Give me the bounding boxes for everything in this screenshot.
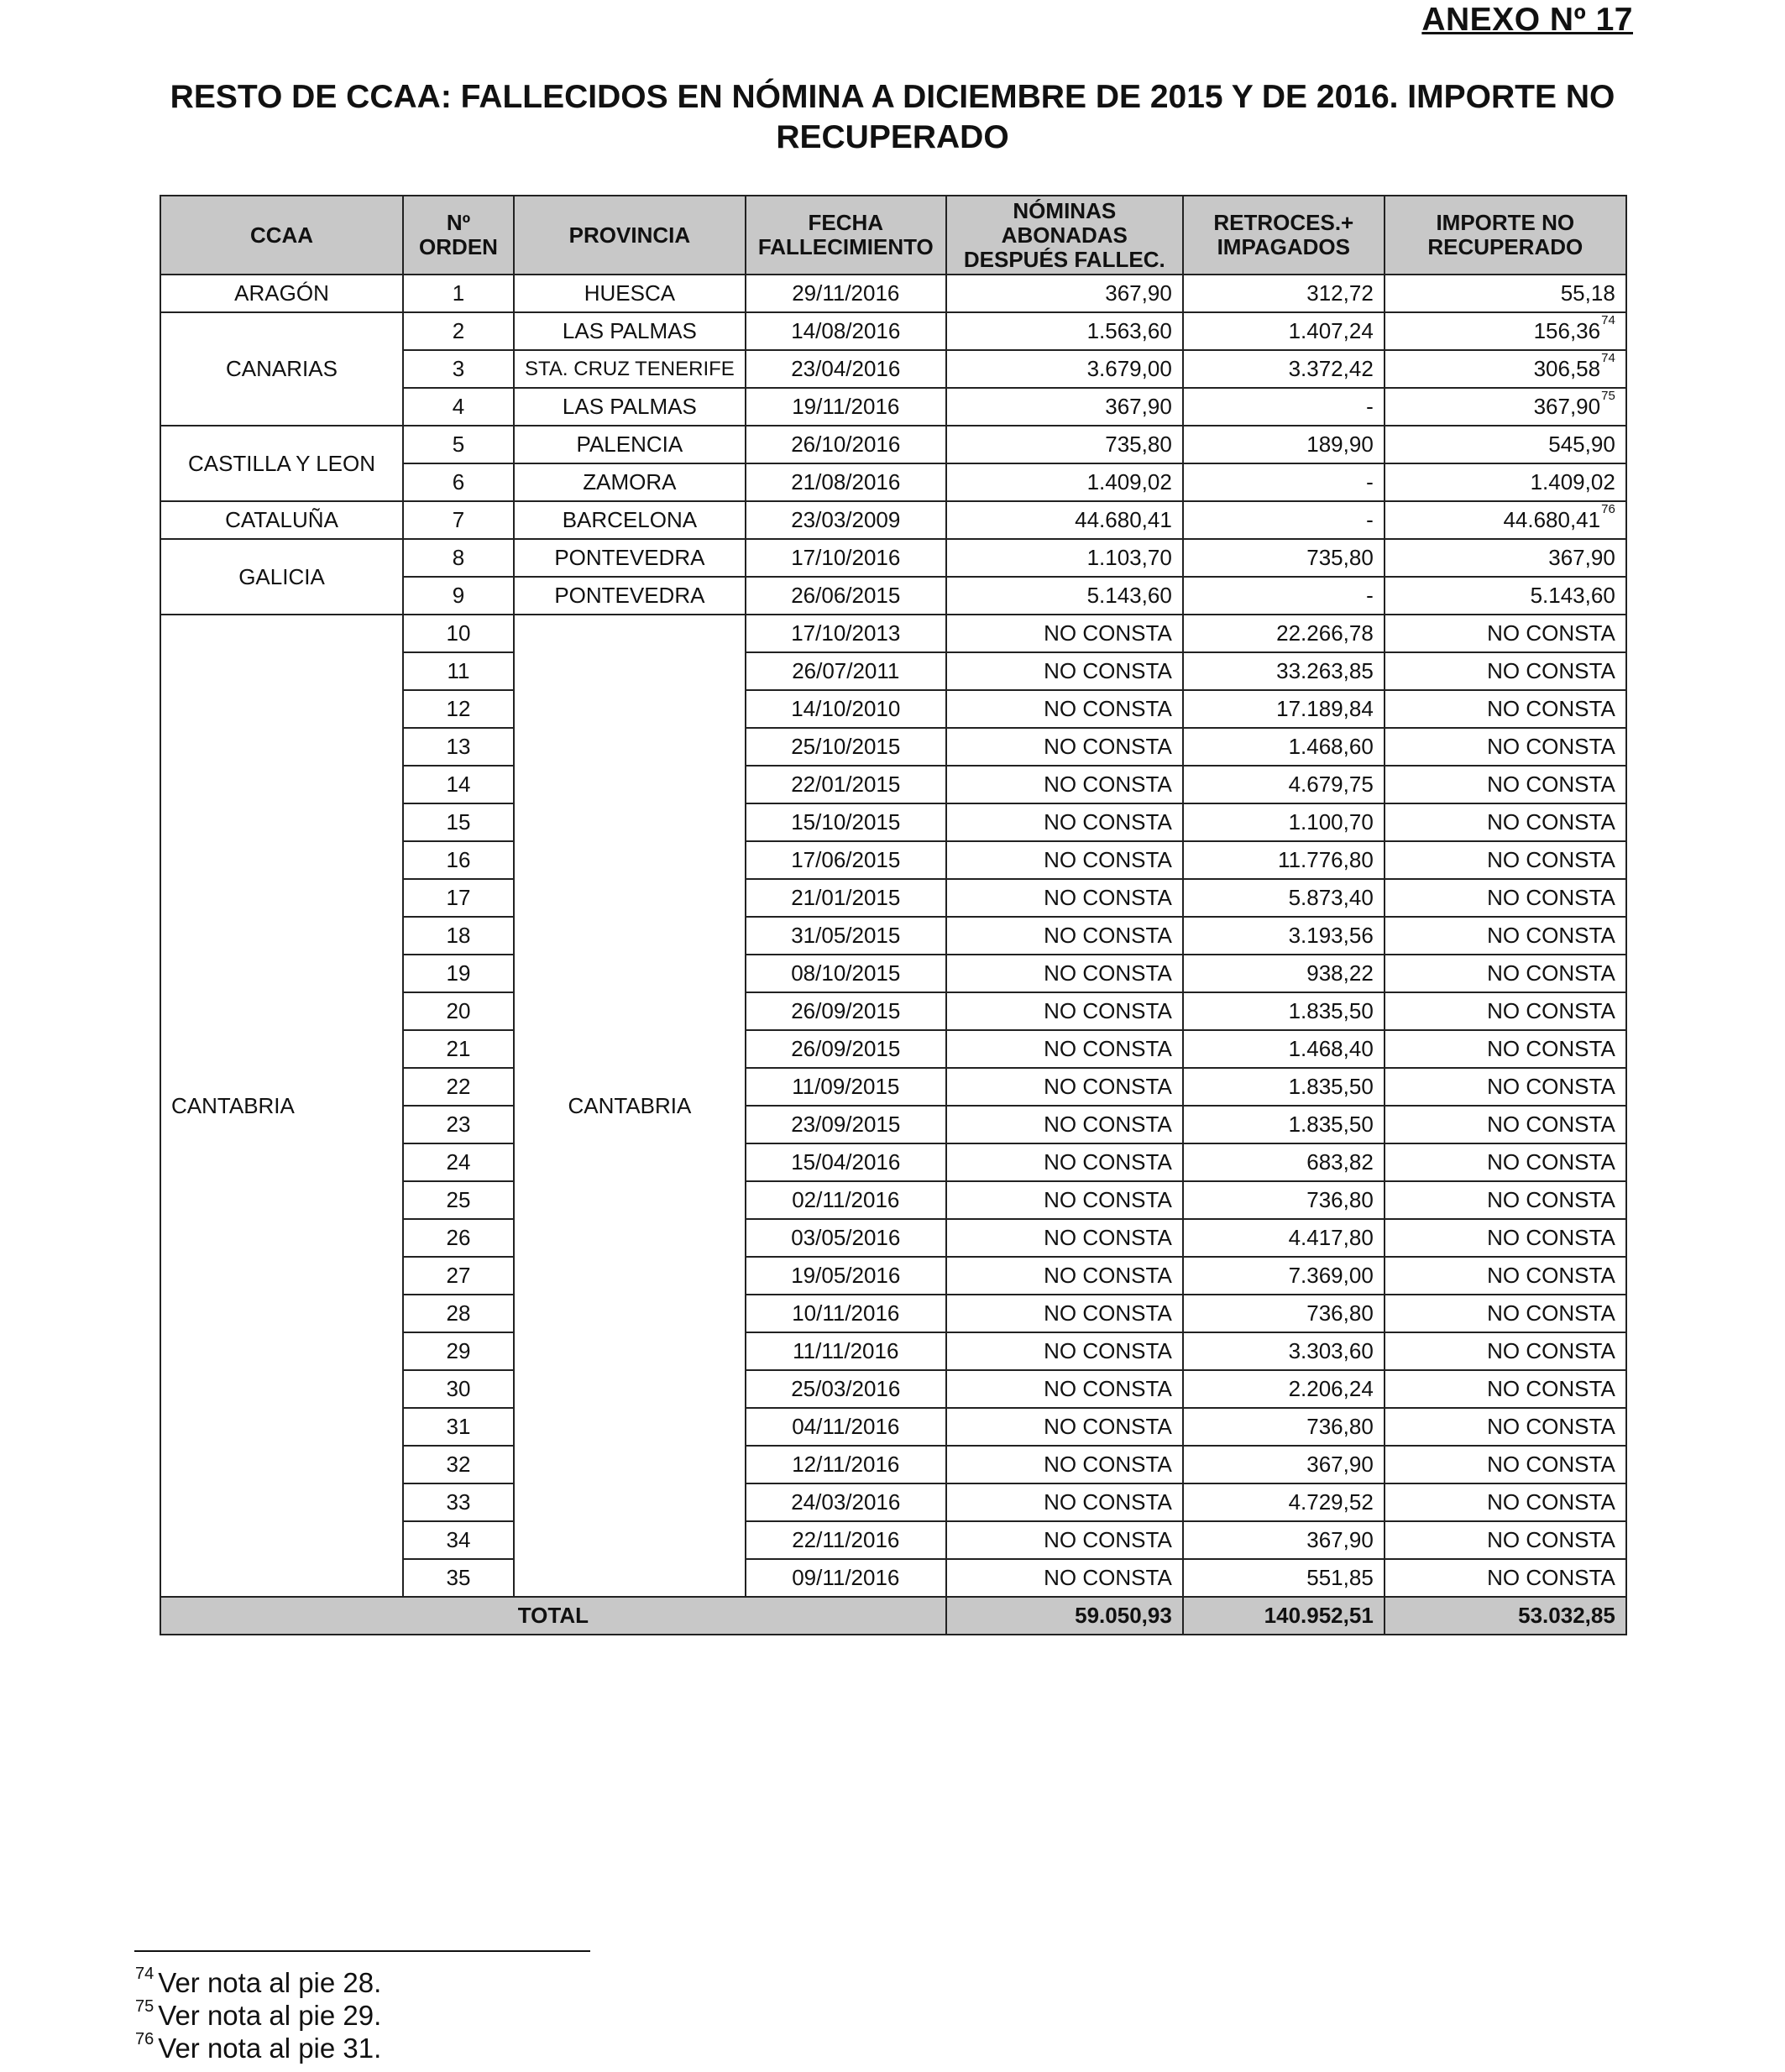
fecha-cell: 25/10/2015	[746, 728, 946, 766]
retroces-cell: 938,22	[1183, 955, 1385, 992]
table-row	[160, 615, 1626, 652]
fecha-cell: 08/10/2015	[746, 955, 946, 992]
importe-cell	[1385, 1521, 1626, 1559]
orden-cell: 6	[403, 463, 514, 501]
retroces-cell: 736,80	[1183, 1295, 1385, 1332]
orden-cell: 31	[403, 1408, 514, 1446]
importe-cell	[1385, 1370, 1626, 1408]
importe-value: 55,18	[1560, 280, 1615, 306]
fecha-cell: 03/05/2016	[746, 1219, 946, 1257]
importe-value: NO CONSTA	[1487, 772, 1615, 797]
importe-value: NO CONSTA	[1487, 1187, 1615, 1212]
footnotes	[134, 1966, 381, 2064]
importe-cell	[1385, 652, 1626, 690]
orden-cell: 15	[403, 803, 514, 841]
fecha-cell: 21/01/2015	[746, 879, 946, 917]
retroces-cell: 1.407,24	[1183, 312, 1385, 350]
nominas-cell: NO CONSTA	[946, 690, 1183, 728]
retroces-cell: -	[1183, 463, 1385, 501]
nominas-cell: NO CONSTA	[946, 728, 1183, 766]
orden-cell: 12	[403, 690, 514, 728]
importe-value: NO CONSTA	[1487, 1225, 1615, 1250]
nominas-cell: NO CONSTA	[946, 955, 1183, 992]
page-title: RESTO DE CCAA: FALLECIDOS EN NÓMINA A DICIEMBRE DE 2015 Y DE 2016. IMPORTE NO RECUPERADO	[170, 79, 1615, 155]
importe-value: NO CONSTA	[1487, 1489, 1615, 1515]
importe-value: NO CONSTA	[1487, 658, 1615, 683]
importe-cell	[1385, 1068, 1626, 1106]
retroces-cell: -	[1183, 501, 1385, 539]
importe-value: NO CONSTA	[1487, 1263, 1615, 1288]
orden-cell: 10	[403, 615, 514, 652]
orden-cell: 9	[403, 577, 514, 615]
importe-cell	[1385, 577, 1626, 615]
nominas-cell: NO CONSTA	[946, 1219, 1183, 1257]
nominas-cell: NO CONSTA	[946, 1332, 1183, 1370]
nominas-cell: 1.103,70	[946, 539, 1183, 577]
header-nominas: NÓMINAS ABONADAS DESPUÉS FALLEC.	[946, 196, 1183, 275]
footnote-ref: 74	[1601, 313, 1615, 327]
provincia-cell: LAS PALMAS	[514, 312, 746, 350]
orden-cell: 13	[403, 728, 514, 766]
provincia-cell: PALENCIA	[514, 426, 746, 463]
fecha-cell: 04/11/2016	[746, 1408, 946, 1446]
retroces-cell: 17.189,84	[1183, 690, 1385, 728]
total-row	[160, 1597, 1626, 1635]
nominas-cell: NO CONSTA	[946, 1143, 1183, 1181]
fecha-cell: 17/10/2013	[746, 615, 946, 652]
importe-value: NO CONSTA	[1487, 620, 1615, 646]
importe-value: NO CONSTA	[1487, 809, 1615, 835]
orden-cell: 2	[403, 312, 514, 350]
retroces-cell: 367,90	[1183, 1446, 1385, 1483]
importe-cell	[1385, 1219, 1626, 1257]
retroces-cell: 1.835,50	[1183, 1068, 1385, 1106]
table-body	[160, 275, 1626, 1635]
importe-cell	[1385, 312, 1626, 350]
importe-cell	[1385, 803, 1626, 841]
header-importe: IMPORTE NO RECUPERADO	[1385, 196, 1626, 275]
footnote-number: 75	[135, 1997, 154, 2016]
orden-cell: 29	[403, 1332, 514, 1370]
importe-cell	[1385, 1446, 1626, 1483]
ccaa-cell: CATALUÑA	[160, 501, 403, 539]
orden-cell: 22	[403, 1068, 514, 1106]
fecha-cell: 11/09/2015	[746, 1068, 946, 1106]
orden-cell: 4	[403, 388, 514, 426]
retroces-cell: 4.679,75	[1183, 766, 1385, 803]
orden-cell: 20	[403, 992, 514, 1030]
fecha-cell: 23/03/2009	[746, 501, 946, 539]
importe-cell	[1385, 1181, 1626, 1219]
fecha-cell: 24/03/2016	[746, 1483, 946, 1521]
orden-cell: 32	[403, 1446, 514, 1483]
importe-cell	[1385, 539, 1626, 577]
nominas-cell: NO CONSTA	[946, 803, 1183, 841]
importe-cell	[1385, 1408, 1626, 1446]
importe-cell	[1385, 728, 1626, 766]
fecha-cell: 23/09/2015	[746, 1106, 946, 1143]
nominas-cell: NO CONSTA	[946, 1257, 1183, 1295]
orden-cell: 8	[403, 539, 514, 577]
nominas-cell: NO CONSTA	[946, 1408, 1183, 1446]
importe-value: 367,90	[1548, 545, 1615, 570]
orden-cell: 25	[403, 1181, 514, 1219]
orden-cell: 27	[403, 1257, 514, 1295]
orden-cell: 33	[403, 1483, 514, 1521]
importe-value: NO CONSTA	[1487, 1112, 1615, 1137]
retroces-cell: 735,80	[1183, 539, 1385, 577]
importe-cell	[1385, 350, 1626, 388]
fecha-cell: 26/07/2011	[746, 652, 946, 690]
fecha-cell: 19/11/2016	[746, 388, 946, 426]
importe-value: 367,90	[1533, 394, 1601, 419]
table-header-row	[160, 196, 1626, 275]
retroces-cell: 736,80	[1183, 1181, 1385, 1219]
importe-value: NO CONSTA	[1487, 1149, 1615, 1175]
fecha-cell: 26/09/2015	[746, 1030, 946, 1068]
annex-number: ANEXO Nº 17	[1421, 2, 1633, 38]
orden-cell: 14	[403, 766, 514, 803]
retroces-cell: 736,80	[1183, 1408, 1385, 1446]
nominas-cell: NO CONSTA	[946, 1446, 1183, 1483]
fecha-cell: 25/03/2016	[746, 1370, 946, 1408]
nominas-cell: NO CONSTA	[946, 1483, 1183, 1521]
importe-value: NO CONSTA	[1487, 923, 1615, 948]
importe-value: NO CONSTA	[1487, 1565, 1615, 1590]
fecha-cell: 11/11/2016	[746, 1332, 946, 1370]
footnote-number: 74	[135, 1965, 154, 1983]
ccaa-cell: GALICIA	[160, 539, 403, 615]
fecha-cell: 26/09/2015	[746, 992, 946, 1030]
orden-cell: 34	[403, 1521, 514, 1559]
importe-value: NO CONSTA	[1487, 1338, 1615, 1363]
total-nominas: 59.050,93	[946, 1597, 1183, 1635]
ccaa-cell: ARAGÓN	[160, 275, 403, 312]
header-provincia: PROVINCIA	[514, 196, 746, 275]
fecha-cell: 12/11/2016	[746, 1446, 946, 1483]
importe-cell	[1385, 1295, 1626, 1332]
deceased-payroll-table	[160, 195, 1627, 1635]
table-row	[160, 426, 1626, 463]
importe-cell	[1385, 1143, 1626, 1181]
orden-cell: 24	[403, 1143, 514, 1181]
fecha-cell: 15/04/2016	[746, 1143, 946, 1181]
retroces-cell: 3.303,60	[1183, 1332, 1385, 1370]
fecha-cell: 15/10/2015	[746, 803, 946, 841]
nominas-cell: 367,90	[946, 388, 1183, 426]
importe-cell	[1385, 917, 1626, 955]
retroces-cell: 5.873,40	[1183, 879, 1385, 917]
nominas-cell: 735,80	[946, 426, 1183, 463]
nominas-cell: 1.563,60	[946, 312, 1183, 350]
retroces-cell: 683,82	[1183, 1143, 1385, 1181]
importe-value: NO CONSTA	[1487, 1527, 1615, 1552]
importe-cell	[1385, 388, 1626, 426]
retroces-cell: 4.417,80	[1183, 1219, 1385, 1257]
importe-cell	[1385, 1257, 1626, 1295]
importe-cell	[1385, 615, 1626, 652]
retroces-cell: 11.776,80	[1183, 841, 1385, 879]
importe-cell	[1385, 766, 1626, 803]
footnote-text: Ver nota al pie 31.	[158, 2033, 382, 2064]
orden-cell: 11	[403, 652, 514, 690]
importe-value: 1.409,02	[1530, 469, 1615, 494]
nominas-cell: NO CONSTA	[946, 615, 1183, 652]
provincia-cell: PONTEVEDRA	[514, 539, 746, 577]
nominas-cell: 3.679,00	[946, 350, 1183, 388]
fecha-cell: 23/04/2016	[746, 350, 946, 388]
footnote	[134, 1966, 381, 1999]
importe-value: 5.143,60	[1530, 583, 1615, 608]
fecha-cell: 29/11/2016	[746, 275, 946, 312]
fecha-cell: 22/01/2015	[746, 766, 946, 803]
importe-value: 306,58	[1533, 356, 1601, 381]
retroces-cell: 551,85	[1183, 1559, 1385, 1597]
importe-value: NO CONSTA	[1487, 1414, 1615, 1439]
retroces-cell: 1.835,50	[1183, 992, 1385, 1030]
orden-cell: 17	[403, 879, 514, 917]
table-row	[160, 539, 1626, 577]
nominas-cell: 44.680,41	[946, 501, 1183, 539]
importe-cell	[1385, 1030, 1626, 1068]
retroces-cell: 3.372,42	[1183, 350, 1385, 388]
provincia-cell: BARCELONA	[514, 501, 746, 539]
orden-cell: 7	[403, 501, 514, 539]
footnote-number: 76	[135, 2030, 154, 2048]
importe-value: NO CONSTA	[1487, 1376, 1615, 1401]
retroces-cell: 189,90	[1183, 426, 1385, 463]
orden-cell: 35	[403, 1559, 514, 1597]
importe-value: 545,90	[1548, 432, 1615, 457]
fecha-cell: 17/10/2016	[746, 539, 946, 577]
fecha-cell: 10/11/2016	[746, 1295, 946, 1332]
fecha-cell: 02/11/2016	[746, 1181, 946, 1219]
importe-value: NO CONSTA	[1487, 1036, 1615, 1061]
table-row	[160, 275, 1626, 312]
importe-cell	[1385, 841, 1626, 879]
provincia-cell: ZAMORA	[514, 463, 746, 501]
fecha-cell: 14/10/2010	[746, 690, 946, 728]
nominas-cell: 1.409,02	[946, 463, 1183, 501]
provincia-cell: LAS PALMAS	[514, 388, 746, 426]
footnote	[134, 1999, 381, 2032]
retroces-cell: 22.266,78	[1183, 615, 1385, 652]
importe-cell	[1385, 275, 1626, 312]
header-orden: Nº ORDEN	[403, 196, 514, 275]
retroces-cell: 1.468,60	[1183, 728, 1385, 766]
orden-cell: 19	[403, 955, 514, 992]
importe-value: NO CONSTA	[1487, 1074, 1615, 1099]
importe-cell	[1385, 1332, 1626, 1370]
nominas-cell: NO CONSTA	[946, 1295, 1183, 1332]
nominas-cell: NO CONSTA	[946, 1559, 1183, 1597]
importe-cell	[1385, 426, 1626, 463]
total-label: TOTAL	[160, 1597, 946, 1635]
nominas-cell: NO CONSTA	[946, 879, 1183, 917]
importe-cell	[1385, 1106, 1626, 1143]
importe-cell	[1385, 879, 1626, 917]
footnote-text: Ver nota al pie 29.	[158, 2000, 382, 2031]
importe-cell	[1385, 463, 1626, 501]
orden-cell: 23	[403, 1106, 514, 1143]
fecha-cell: 19/05/2016	[746, 1257, 946, 1295]
fecha-cell: 26/06/2015	[746, 577, 946, 615]
importe-value: NO CONSTA	[1487, 734, 1615, 759]
retroces-cell: 2.206,24	[1183, 1370, 1385, 1408]
retroces-cell: -	[1183, 577, 1385, 615]
retroces-cell: 1.100,70	[1183, 803, 1385, 841]
orden-cell: 1	[403, 275, 514, 312]
footnote-ref: 75	[1601, 389, 1615, 403]
ccaa-cell: CANTABRIA	[160, 615, 403, 1597]
fecha-cell: 17/06/2015	[746, 841, 946, 879]
provincia-cell: STA. CRUZ TENERIFE	[514, 350, 746, 388]
retroces-cell: 3.193,56	[1183, 917, 1385, 955]
table-row	[160, 312, 1626, 350]
importe-cell	[1385, 501, 1626, 539]
footnote-ref: 74	[1601, 351, 1615, 365]
retroces-cell: 7.369,00	[1183, 1257, 1385, 1295]
nominas-cell: NO CONSTA	[946, 1521, 1183, 1559]
importe-value: NO CONSTA	[1487, 847, 1615, 872]
importe-cell	[1385, 690, 1626, 728]
ccaa-cell: CANARIAS	[160, 312, 403, 426]
orden-cell: 30	[403, 1370, 514, 1408]
importe-cell	[1385, 1559, 1626, 1597]
importe-cell	[1385, 955, 1626, 992]
nominas-cell: NO CONSTA	[946, 917, 1183, 955]
nominas-cell: NO CONSTA	[946, 1370, 1183, 1408]
footnote-text: Ver nota al pie 28.	[158, 1967, 382, 1998]
nominas-cell: 367,90	[946, 275, 1183, 312]
retroces-cell: 4.729,52	[1183, 1483, 1385, 1521]
importe-value: NO CONSTA	[1487, 960, 1615, 986]
orden-cell: 5	[403, 426, 514, 463]
retroces-cell: 312,72	[1183, 275, 1385, 312]
nominas-cell: NO CONSTA	[946, 1106, 1183, 1143]
importe-value: 44.680,41	[1503, 507, 1601, 532]
total-importe: 53.032,85	[1385, 1597, 1626, 1635]
footnote-divider	[134, 1950, 590, 1952]
nominas-cell: NO CONSTA	[946, 992, 1183, 1030]
fecha-cell: 09/11/2016	[746, 1559, 946, 1597]
orden-cell: 21	[403, 1030, 514, 1068]
importe-value: 156,36	[1533, 318, 1601, 343]
header-ccaa: CCAA	[160, 196, 403, 275]
importe-value: NO CONSTA	[1487, 1452, 1615, 1477]
nominas-cell: NO CONSTA	[946, 1068, 1183, 1106]
provincia-cell: CANTABRIA	[514, 615, 746, 1597]
nominas-cell: NO CONSTA	[946, 766, 1183, 803]
fecha-cell: 22/11/2016	[746, 1521, 946, 1559]
fecha-cell: 31/05/2015	[746, 917, 946, 955]
importe-cell	[1385, 1483, 1626, 1521]
footnote-ref: 76	[1601, 502, 1615, 516]
importe-value: NO CONSTA	[1487, 696, 1615, 721]
nominas-cell: NO CONSTA	[946, 1030, 1183, 1068]
importe-cell	[1385, 992, 1626, 1030]
total-retroces: 140.952,51	[1183, 1597, 1385, 1635]
fecha-cell: 14/08/2016	[746, 312, 946, 350]
retroces-cell: 1.468,40	[1183, 1030, 1385, 1068]
nominas-cell: NO CONSTA	[946, 841, 1183, 879]
orden-cell: 28	[403, 1295, 514, 1332]
importe-value: NO CONSTA	[1487, 1300, 1615, 1326]
orden-cell: 26	[403, 1219, 514, 1257]
footnote	[134, 2032, 381, 2064]
ccaa-cell: CASTILLA Y LEON	[160, 426, 403, 501]
header-retroces: RETROCES.+ IMPAGADOS	[1183, 196, 1385, 275]
provincia-cell: PONTEVEDRA	[514, 577, 746, 615]
nominas-cell: 5.143,60	[946, 577, 1183, 615]
retroces-cell: 367,90	[1183, 1521, 1385, 1559]
importe-value: NO CONSTA	[1487, 998, 1615, 1023]
retroces-cell: 33.263,85	[1183, 652, 1385, 690]
orden-cell: 18	[403, 917, 514, 955]
retroces-cell: -	[1183, 388, 1385, 426]
fecha-cell: 21/08/2016	[746, 463, 946, 501]
provincia-cell: HUESCA	[514, 275, 746, 312]
orden-cell: 3	[403, 350, 514, 388]
table-row	[160, 501, 1626, 539]
nominas-cell: NO CONSTA	[946, 652, 1183, 690]
importe-value: NO CONSTA	[1487, 885, 1615, 910]
retroces-cell: 1.835,50	[1183, 1106, 1385, 1143]
fecha-cell: 26/10/2016	[746, 426, 946, 463]
nominas-cell: NO CONSTA	[946, 1181, 1183, 1219]
header-fecha: FECHA FALLECIMIENTO	[746, 196, 946, 275]
orden-cell: 16	[403, 841, 514, 879]
